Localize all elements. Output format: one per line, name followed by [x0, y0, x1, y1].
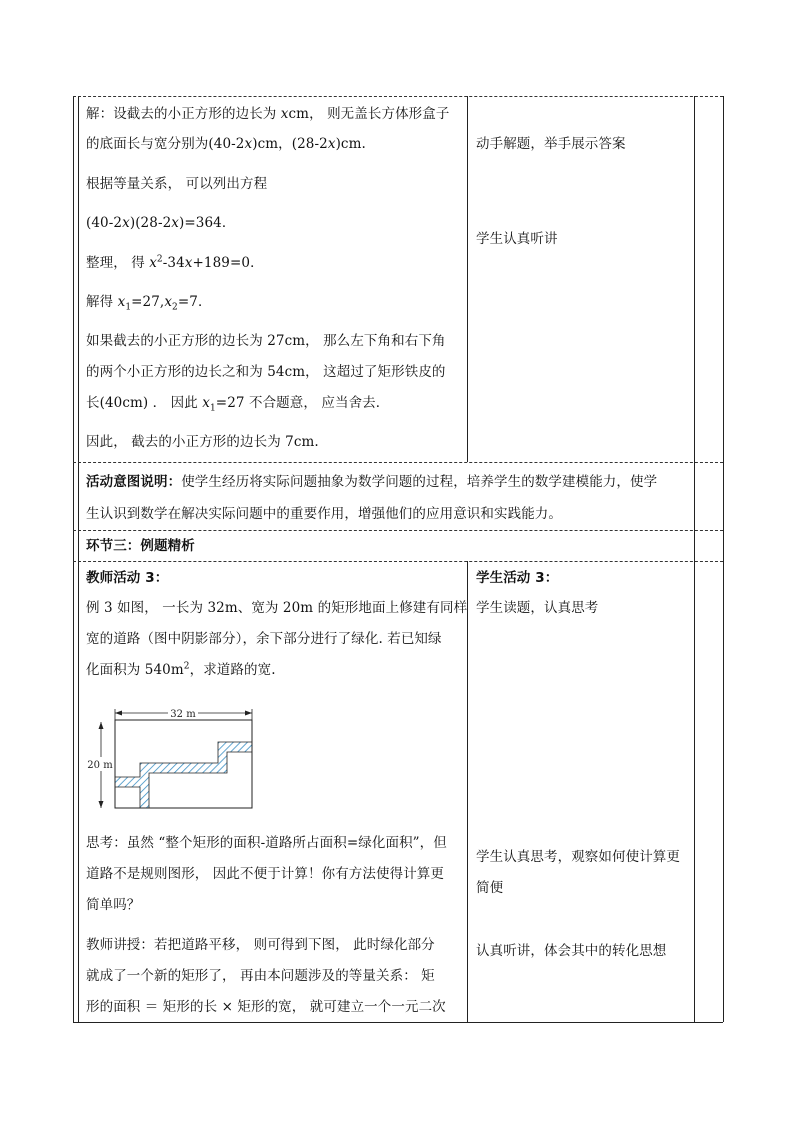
example3-line-3: 化面积为 $540m^2$，求道路的宽.: [86, 661, 276, 678]
solution-simplified: 整理， 得 $x^2-34x+189=0$．: [86, 254, 264, 271]
table-bottom-border: [73, 1022, 723, 1023]
row-divider-3: [73, 561, 723, 562]
table-top-border: [73, 96, 723, 97]
table-right-border: [723, 96, 724, 1022]
solution-line-3: 根据等量关系， 可以列出方程: [86, 176, 268, 192]
row-divider-1: [73, 462, 723, 463]
column-divider-top: [467, 96, 468, 462]
student-activity-3-think-2: 简便: [476, 880, 504, 896]
road-figure: [84, 700, 264, 812]
student-activity-3-read: 学生读题，认真思考: [476, 600, 599, 616]
figure-height-label: 20 m: [87, 760, 113, 771]
table-left-border: [73, 96, 74, 1022]
example3-line-1: 例 3 如图， 一长为 32m、宽为 20m 的矩形地面上修建有同样: [86, 600, 468, 616]
intent-line-1: 活动意图说明：使学生经历将实际问题抽象为数学问题的过程，培养学生的数学建模能力，使学: [86, 474, 658, 490]
figure-width-label: 32 m: [170, 709, 196, 720]
lecture-line-3: 形的面积 ＝ 矩形的长 × 矩形的宽， 就可建立一个一元二次: [86, 999, 446, 1015]
example3-line-2: 宽的道路（图中阴影部分），余下部分进行了绿化. 若已知绿: [86, 631, 442, 647]
lecture-line-2: 就成了一个新的矩形了， 再由本问题涉及的等量关系： 矩: [86, 968, 435, 984]
student-activity-3-title: 学生活动 3：: [476, 570, 559, 586]
think-line-3: 简单吗？: [86, 897, 141, 913]
solution-line-1: 解：设截去的小正方形的边长为 xcm， 则无盖长方体形盒子: [86, 106, 450, 122]
student-response-1: 动手解题，举手展示答案: [476, 136, 626, 152]
column-divider-bottom: [467, 561, 468, 1022]
solution-conclusion: 因此， 截去的小正方形的边长为 7cm.: [86, 434, 319, 450]
student-activity-3-listen: 认真听讲，体会其中的转化思想: [476, 943, 667, 959]
row-divider-2: [73, 530, 723, 531]
solution-line-2: 的底面长与宽分别为(40-2x)cm，(28-2x)cm.: [86, 136, 366, 152]
think-line-2: 道路不是规则图形， 因此不便于计算！你有方法使得计算更: [86, 866, 444, 882]
table-inner-right-border: [694, 96, 695, 1022]
stage3-title: 环节三：例题精析: [86, 538, 195, 554]
student-response-2: 学生认真听讲: [476, 231, 558, 247]
teacher-activity-3-title: 教师活动 3：: [86, 570, 169, 586]
think-line-1: 思考：虽然 “整个矩形的面积-道路所占面积=绿化面积”，但: [86, 835, 447, 851]
solution-roots: 解得 $x_1=27,x_2=7$．: [86, 294, 212, 313]
solution-equation: (40-2x)(28-2x)=364．: [86, 215, 236, 231]
student-activity-3-think-1: 学生认真思考，观察如何使计算更: [476, 849, 680, 865]
solution-line-9: 长(40cm) ． 因此 $x_1=27$ 不合题意， 应当舍去．: [86, 395, 390, 414]
table-inner-left-border: [78, 96, 79, 1022]
intent-line-2: 生认识到数学在解决实际问题中的重要作用，增强他们的应用意识和实践能力。: [86, 506, 562, 522]
intent-label: 活动意图说明：: [86, 474, 182, 490]
lecture-line-1: 教师讲授：若把道路平移， 则可得到下图， 此时绿化部分: [86, 937, 435, 953]
solution-line-8: 的两个小正方形的边长之和为 54cm， 这超过了矩形铁皮的: [86, 364, 446, 380]
solution-line-7: 如果截去的小正方形的边长为 27cm， 那么左下角和右下角: [86, 333, 446, 349]
